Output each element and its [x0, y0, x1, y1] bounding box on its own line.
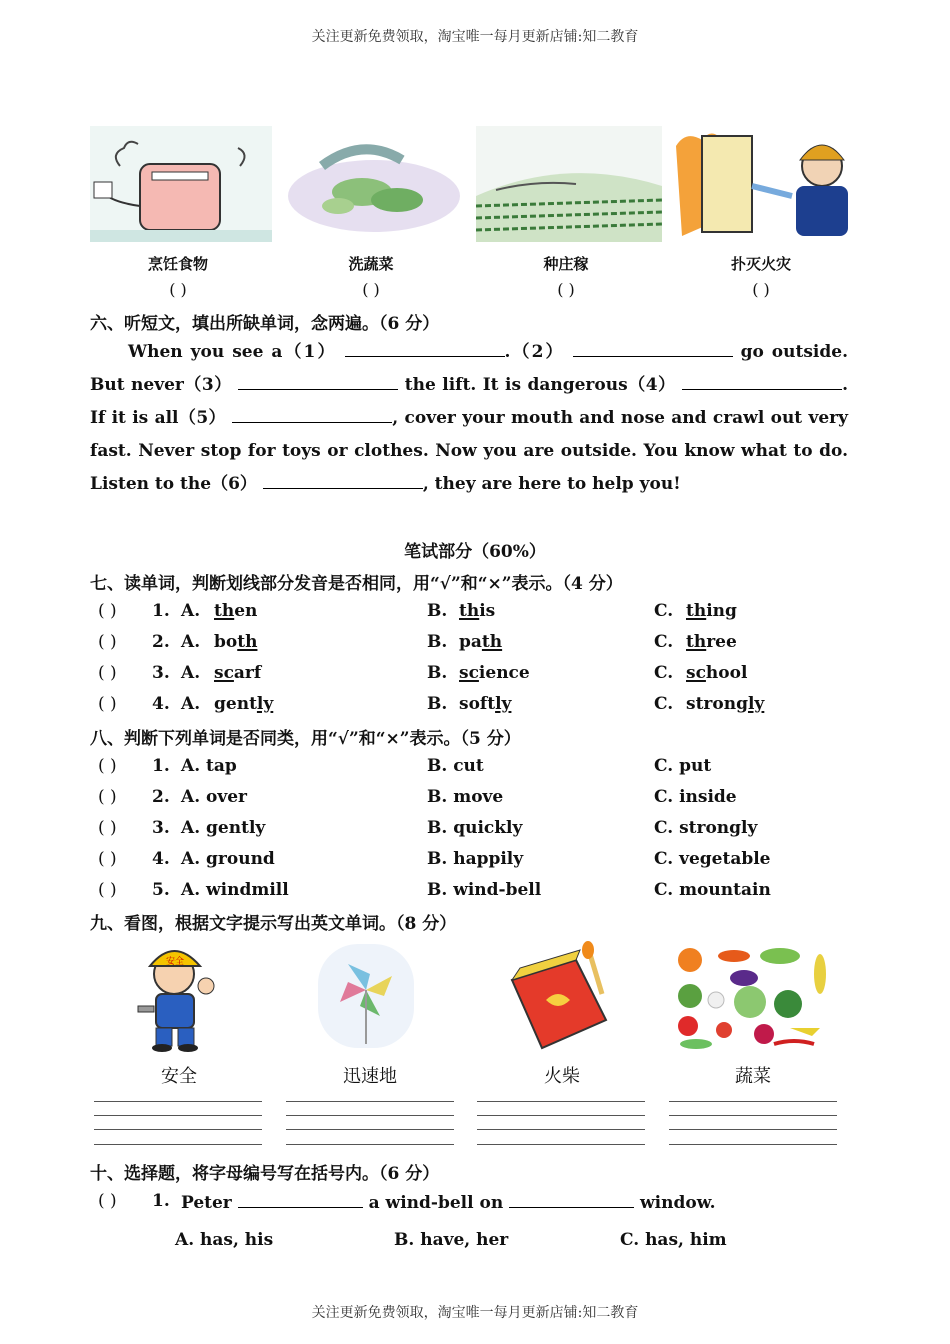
option-word [214, 601, 257, 621]
option-label: A. [181, 663, 201, 683]
answer-paren[interactable]: ( ) [362, 280, 380, 299]
answer-paren[interactable]: ( ) [98, 818, 117, 838]
option-word [459, 694, 511, 714]
blank-2[interactable] [573, 340, 733, 357]
writing-lines-safe[interactable] [94, 1101, 262, 1145]
toaster-icon [90, 126, 272, 242]
option-label: B. [427, 632, 448, 652]
word-part: en [234, 601, 258, 621]
answer-paren[interactable]: ( ) [98, 601, 117, 621]
question-row [90, 849, 850, 879]
option-b: B. wind-bell [427, 880, 542, 900]
caption-match: 火柴 [544, 1066, 580, 1087]
option-a: A. over [181, 787, 248, 807]
blank-1[interactable] [345, 340, 505, 357]
option-a: A. ground [181, 849, 275, 869]
option-word [686, 663, 747, 683]
underlined-part: th [686, 632, 707, 652]
question-row: ( ) 1. Peter a wind-bell on window. [98, 1191, 716, 1213]
option-a: A. tap [181, 756, 237, 776]
option-word [214, 632, 257, 652]
word-part: strong [686, 694, 748, 714]
underlined-part: sc [686, 663, 706, 683]
option-label: C. [654, 663, 674, 683]
option-b: B. quickly [427, 818, 523, 838]
option-c: C. strongly [654, 818, 758, 838]
option-a: A. windmill [181, 880, 289, 900]
option-label: B. [427, 663, 448, 683]
section10-title: 十、选择题，将字母编号写在括号内。（6 分） [90, 1164, 440, 1184]
section6-title: 六、听短文，填出所缺单词，念两遍。（6 分） [90, 314, 440, 334]
matchbox-icon [506, 940, 618, 1054]
underlined-part: th [214, 601, 235, 621]
option-word [459, 632, 502, 652]
option-b: B. move [427, 787, 504, 807]
word-part: gent [214, 694, 257, 714]
safety-worker-icon [130, 940, 226, 1052]
crop-field-icon [476, 126, 662, 242]
section7-title: 七、读单词，判断划线部分发音是否相同，用“√”和“×”表示。（4 分） [90, 574, 623, 594]
writing-lines-vegetable[interactable] [669, 1101, 837, 1145]
option-b: B. happily [427, 849, 524, 869]
option-word [459, 601, 495, 621]
option-c: C. put [654, 756, 712, 776]
question-row [90, 663, 850, 693]
option-a[interactable]: A. has, his [175, 1230, 274, 1250]
question-number: 3. [152, 818, 170, 838]
blank-3[interactable] [238, 373, 398, 390]
option-label: A. [181, 694, 201, 714]
caption-vegetable: 蔬菜 [735, 1066, 771, 1087]
underlined-part: th [686, 601, 707, 621]
question-number: 1. [152, 601, 170, 621]
option-c[interactable]: C. has, him [620, 1230, 727, 1250]
answer-paren[interactable]: ( ) [752, 280, 770, 299]
blank-6[interactable] [263, 472, 423, 489]
caption-grow-crops: 种庄稼 [543, 255, 589, 273]
answer-paren[interactable]: ( ) [98, 849, 117, 869]
question-row [90, 632, 850, 662]
option-b[interactable]: B. have, her [394, 1230, 509, 1250]
caption-safe: 安全 [161, 1066, 197, 1087]
writing-lines-quickly[interactable] [286, 1101, 454, 1145]
question-number: 5. [152, 880, 170, 900]
options-row [90, 1230, 850, 1260]
underlined-part: ly [256, 694, 274, 714]
page-header: 关注更新免费领取，淘宝唯一每月更新店铺:知二教育 [311, 29, 639, 45]
answer-paren[interactable]: ( ) [169, 280, 187, 299]
option-label: C. [654, 632, 674, 652]
caption-fight-fire: 扑灭火灾 [730, 255, 791, 273]
answer-paren[interactable]: ( ) [98, 787, 117, 807]
option-label: A. [181, 632, 201, 652]
writing-lines-match[interactable] [477, 1101, 645, 1145]
blank[interactable] [238, 1191, 363, 1208]
question-number: 2. [152, 632, 170, 652]
option-word [459, 663, 530, 683]
question-row [90, 818, 850, 848]
underlined-part: sc [214, 663, 234, 683]
question-number: 2. [152, 787, 170, 807]
option-c: C. vegetable [654, 849, 771, 869]
caption-quickly: 迅速地 [343, 1066, 397, 1087]
word-part: pa [459, 632, 482, 652]
word-part: hool [705, 663, 748, 683]
caption-cook-food: 烹饪食物 [147, 255, 208, 273]
vegetables-icon [670, 944, 830, 1052]
option-label: B. [427, 694, 448, 714]
option-word [686, 632, 737, 652]
question-row [90, 601, 850, 631]
answer-paren[interactable]: ( ) [98, 756, 117, 776]
word-part: ing [706, 601, 737, 621]
word-part: soft [459, 694, 496, 714]
option-label: C. [654, 601, 674, 621]
word-part: bo [214, 632, 238, 652]
section8-title: 八、判断下列单词是否同类，用“√”和“×”表示。（5 分） [90, 729, 521, 749]
option-c: C. mountain [654, 880, 771, 900]
answer-paren[interactable]: ( ) [98, 632, 117, 652]
option-label: C. [654, 694, 674, 714]
underlined-part: ly [747, 694, 765, 714]
section9-title: 九、看图，根据文字提示写出英文单词。（8 分） [90, 914, 457, 934]
answer-paren[interactable]: ( ) [98, 663, 117, 683]
question-row [90, 880, 850, 910]
option-word [686, 694, 764, 714]
word-part: is [479, 601, 496, 621]
question-number: 3. [152, 663, 170, 683]
pinwheel-icon [318, 944, 414, 1048]
option-label: A. [181, 601, 201, 621]
question-row [90, 694, 850, 724]
helmet-label: 安全 [165, 957, 185, 967]
firefighter-icon [672, 126, 854, 242]
question-row [90, 787, 850, 817]
caption-wash-vegetables: 洗蔬菜 [348, 255, 394, 273]
written-part-title: 笔试部分（60%） [404, 542, 546, 562]
option-word [686, 601, 737, 621]
underlined-part: sc [459, 663, 479, 683]
option-a: A. gently [181, 818, 266, 838]
answer-paren[interactable]: ( ) [98, 694, 117, 714]
blank-4[interactable] [682, 373, 842, 390]
blank-5[interactable] [232, 406, 392, 423]
option-b: B. cut [427, 756, 484, 776]
option-word [214, 694, 273, 714]
option-label: B. [427, 601, 448, 621]
page-footer: 关注更新免费领取，淘宝唯一每月更新店铺:知二教育 [311, 1305, 639, 1321]
question-number: 4. [152, 849, 170, 869]
word-part: arf [233, 663, 262, 683]
underlined-part: th [237, 632, 258, 652]
question-number: 1. [152, 756, 170, 776]
option-c: C. inside [654, 787, 737, 807]
word-part: ree [706, 632, 737, 652]
washing-vegetables-icon [282, 126, 466, 242]
answer-paren[interactable]: ( ) [557, 280, 575, 299]
answer-paren[interactable]: ( ) [98, 880, 117, 900]
section6-passage: When you see a（1） .（2） go outside. But never（3） the lift. It is dangerous（4） . If it is all（5） , cover your mouth and nose and crawl out very fast. Never stop for toys or clothes. Now you are outside. You know what to do. Listen to the（6） , they are here to help you! [90, 342, 849, 494]
underlined-part: ly [495, 694, 512, 714]
option-word [214, 663, 261, 683]
answer-paren[interactable]: ( ) [98, 1191, 117, 1211]
question-row [90, 756, 850, 786]
word-part: ience [478, 663, 530, 683]
underlined-part: th [459, 601, 480, 621]
underlined-part: th [481, 632, 503, 652]
question-number: 4. [152, 694, 170, 714]
blank[interactable] [509, 1191, 634, 1208]
